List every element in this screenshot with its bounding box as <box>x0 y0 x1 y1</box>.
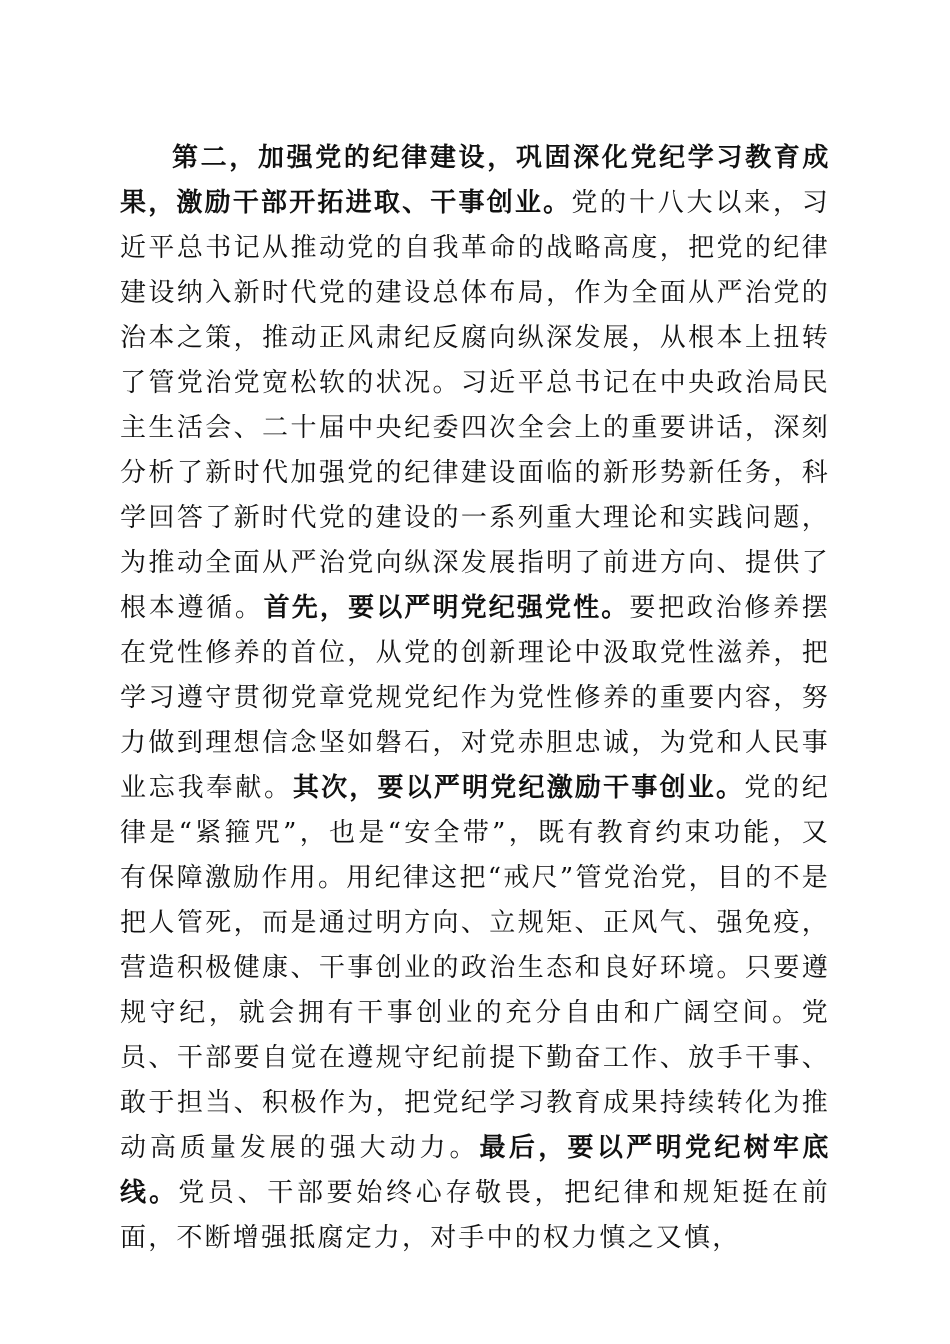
paragraph-text: 党员、干部要始终心存敬畏，把纪律和规矩挺在前面，不断增强抵腐定力，对手中的权力慎之又慎， <box>120 1178 831 1253</box>
paragraph-text: 党的纪律是“紧箍咒”，也是“安全带”，既有教育约束功能，又有保障激励作用。用纪律这把“戒尺”管党治党，目的不是把人管死，而是通过明方向、立规矩、正风气、强免疫，营造积极健康、干事创业的政治生态和良好环境。只要遵规守纪，就会拥有干事创业的充分自由和广阔空间。党员、干部要自觉在遵规守纪前提下勤奋工作、放手干事、敢于担当、积极作为，把党纪学习教育成果持续转化为推动高质量发展的强大动力。 <box>120 773 831 1163</box>
key-point: 最后，要以严明党纪树牢底线。 <box>120 1133 831 1208</box>
section-heading: 第二，加强党的纪律建设，巩固深化党纪学习教育成果，激励干部开拓进取、干事创业。 <box>120 143 830 218</box>
body-paragraph <box>120 136 830 1261</box>
paragraph-text: 党的十八大以来，习近平总书记从推动党的自我革命的战略高度，把党的纪律建设纳入新时代党的建设总体布局，作为全面从严治党的治本之策，推动正风肃纪反腐向纵深发展，从根本上扭转了管党治党宽松软的状况。习近平总书记在中央政治局民主生活会、二十届中央纪委四次全会上的重要讲话，深刻分析了新时代加强党的纪律建设面临的新形势新任务，科学回答了新时代党的建设的一系列重大理论和实践问题，为推动全面从严治党向纵深发展指明了前进方向、提供了根本遵循。 <box>120 188 830 623</box>
key-point: 首先，要以严明党纪强党性。 <box>263 593 630 623</box>
key-point: 其次，要以严明党纪激励干事创业。 <box>292 773 745 803</box>
paragraph-text: 要把政治修养摆在党性修养的首位，从党的创新理论中汲取党性滋养，把学习遵守贯彻党章党规党纪作为党性修养的重要内容，努力做到理想信念坚如磐石，对党赤胆忠诚，为党和人民事业忘我奉献。 <box>120 593 830 803</box>
